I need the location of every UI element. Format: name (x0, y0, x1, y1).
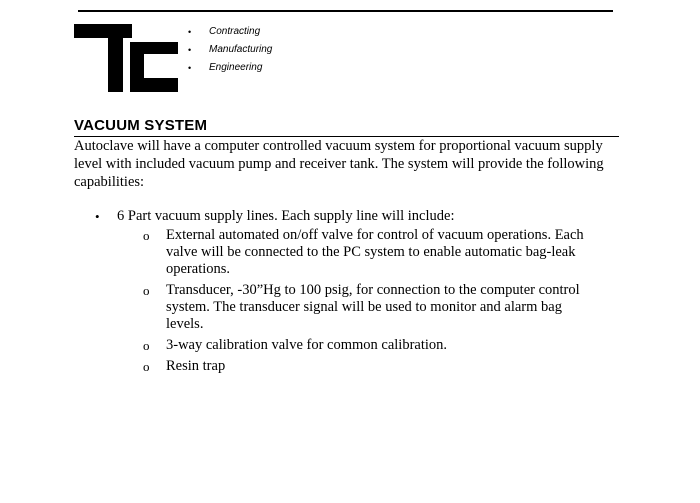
service-label: Contracting (209, 26, 261, 37)
company-logo (74, 24, 178, 92)
circle-bullet-icon: o (143, 359, 150, 374)
circle-bullet-icon: o (143, 228, 150, 243)
services-list (186, 24, 272, 78)
capabilities-list (95, 208, 587, 379)
capability-sub-item (119, 282, 589, 333)
service-item (186, 60, 272, 78)
section-title: VACUUM SYSTEM (74, 117, 208, 134)
service-label: Manufacturing (209, 44, 273, 55)
capability-sub-list (119, 227, 589, 375)
service-item (186, 42, 272, 60)
circle-bullet-icon: o (143, 338, 150, 353)
capability-sub-text: Resin trap (166, 358, 226, 374)
bullet-icon: • (188, 63, 192, 73)
capability-sub-item (119, 337, 589, 354)
capability-sub-item (119, 358, 589, 375)
intro-paragraph: Autoclave will have a computer controlled vacuum system for proportional vacuum supply level with included vacuum pump and receiver tank. The system will provide the following capabilities: (74, 138, 604, 190)
circle-bullet-icon: o (143, 283, 150, 298)
capability-sub-text: External automated on/off valve for control of vacuum operations. Each valve will be connected to the PC system to enable automatic bag-leak operations. (166, 227, 584, 277)
bullet-icon: • (188, 45, 192, 55)
capability-text: 6 Part vacuum supply lines. Each supply line will include: (117, 208, 455, 224)
service-item (186, 24, 272, 42)
header-rule (78, 10, 613, 12)
service-label: Engineering (209, 62, 263, 73)
capability-sub-text: Transducer, -30”Hg to 100 psig, for connection to the computer control system. The transducer signal will be used to monitor and alarm bag levels. (166, 282, 580, 332)
capability-sub-text: 3-way calibration valve for common calibration. (166, 337, 448, 353)
bullet-icon: • (95, 209, 100, 224)
bullet-icon: • (188, 27, 192, 37)
capability-item (95, 208, 587, 375)
capability-sub-item (119, 227, 589, 278)
